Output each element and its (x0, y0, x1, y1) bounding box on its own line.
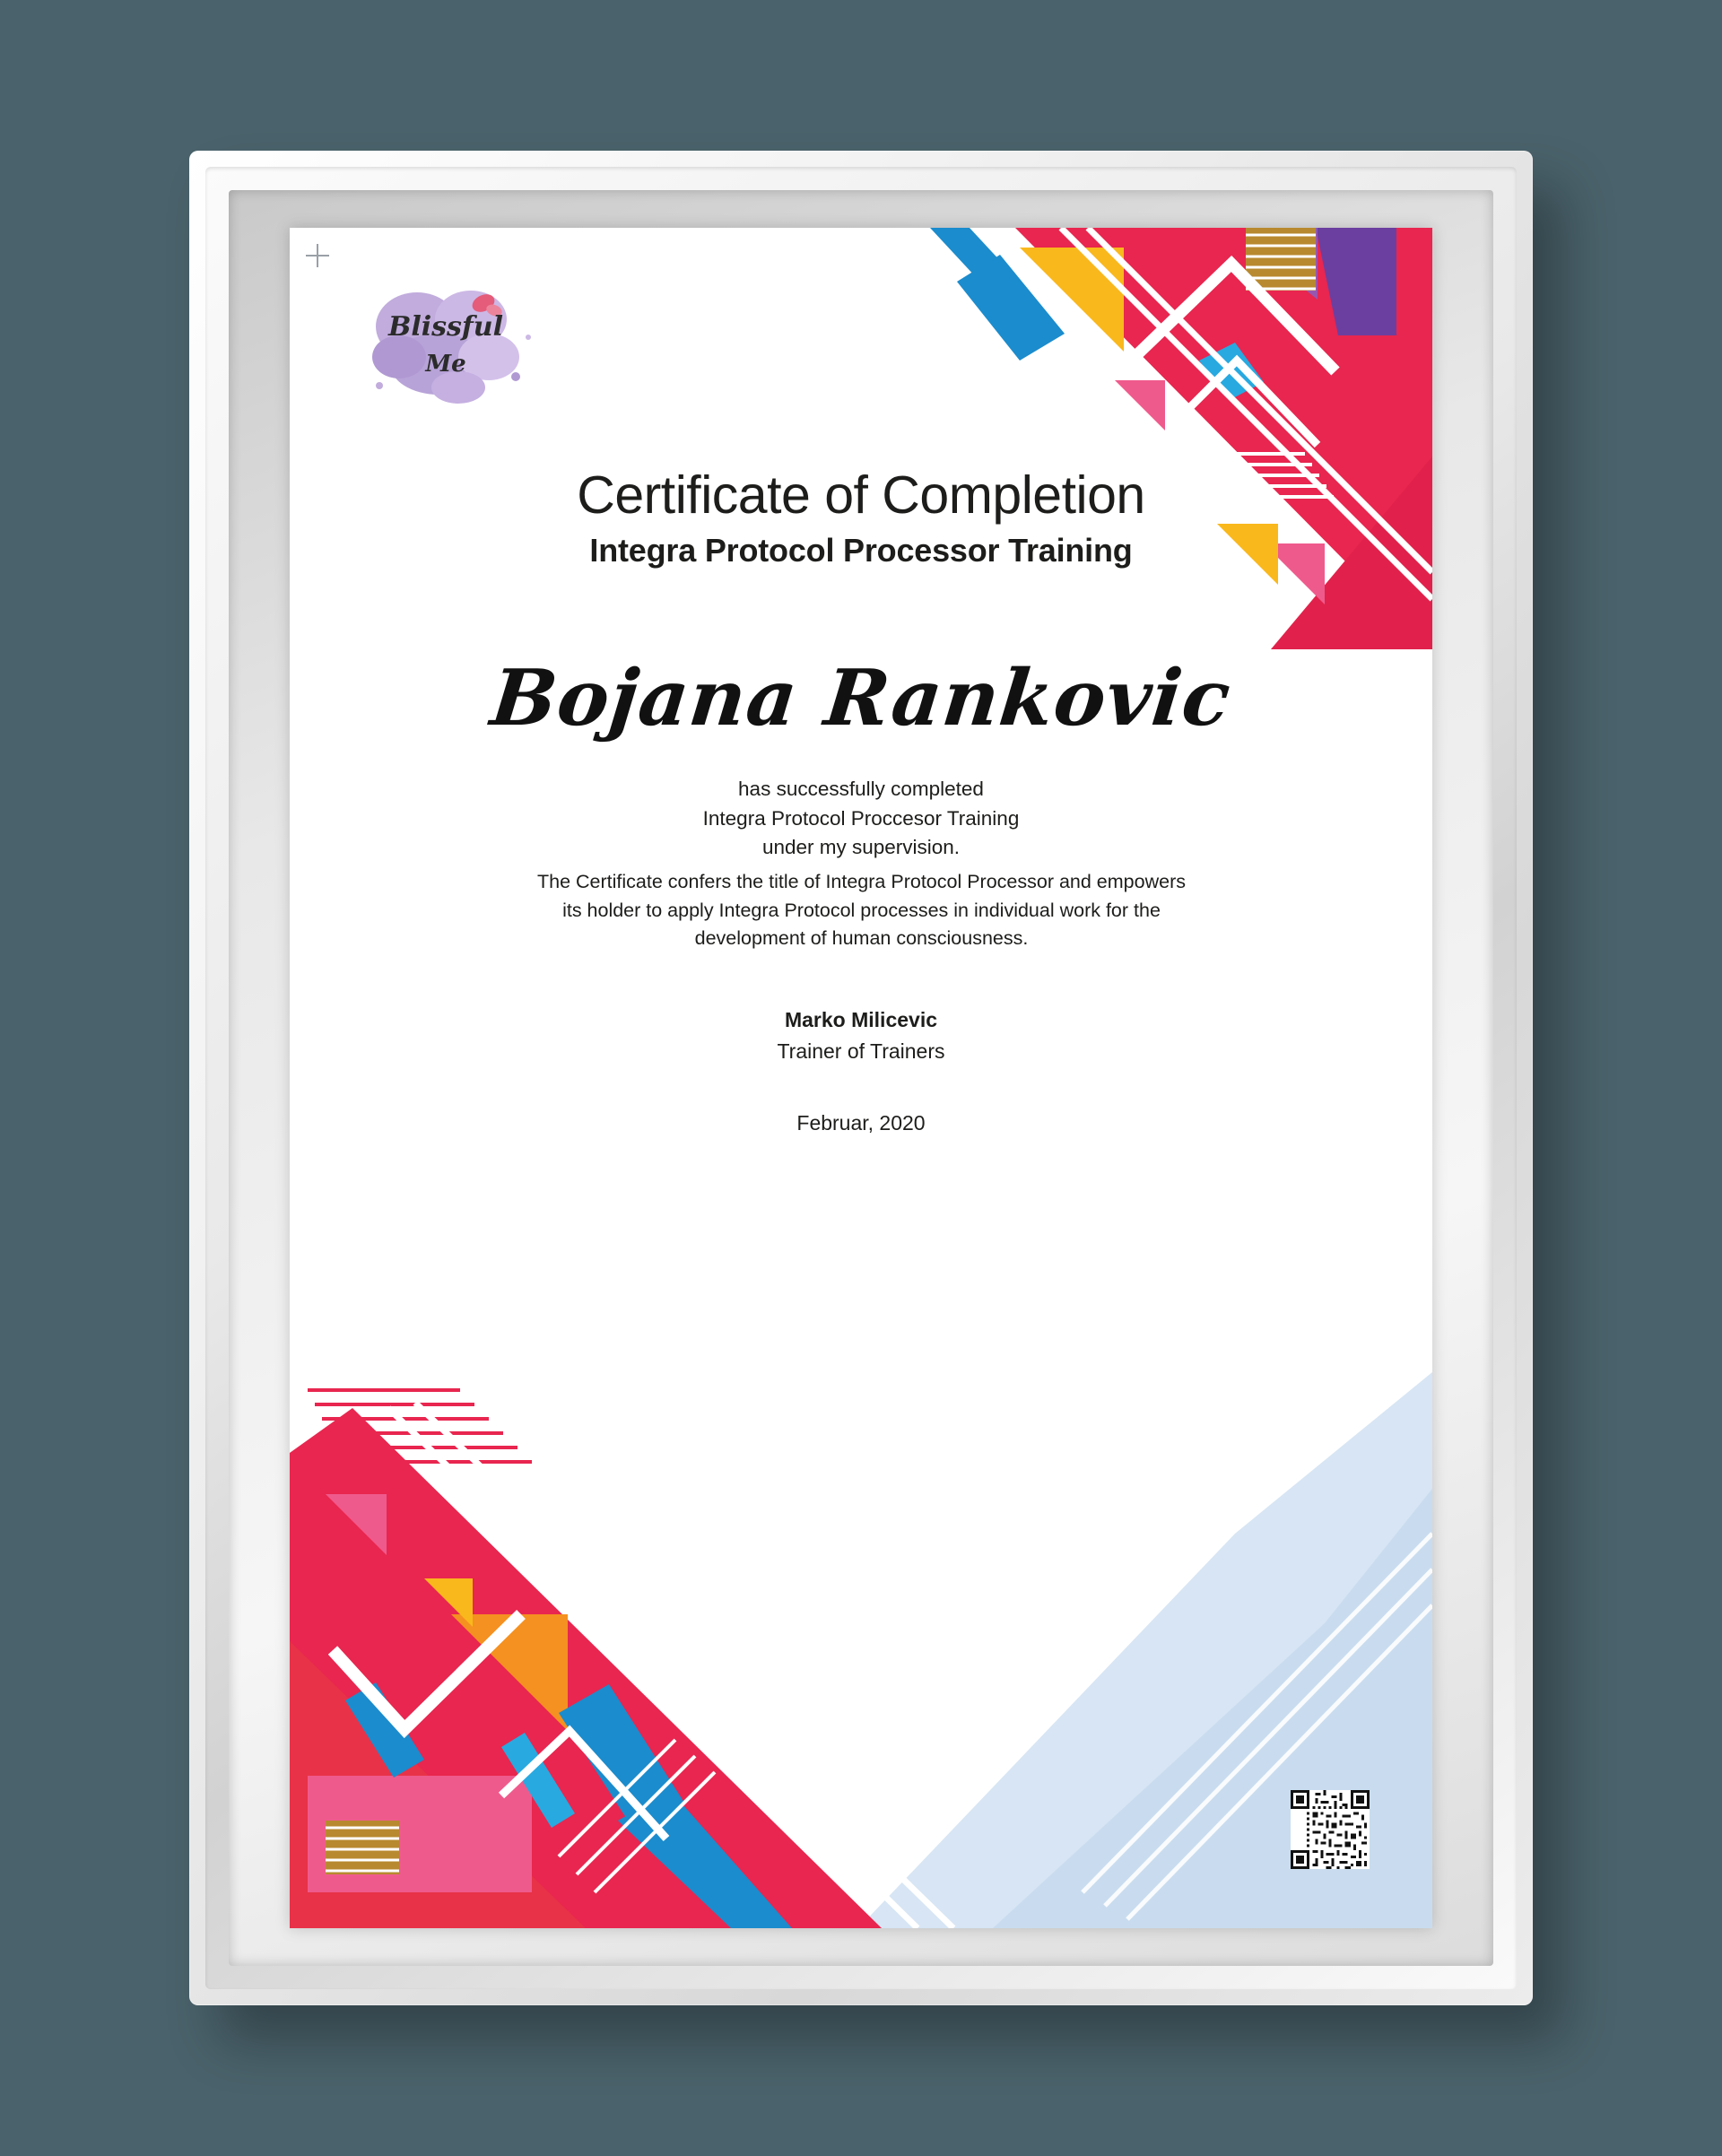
page-subtitle: Integra Protocol Processor Training (589, 531, 1133, 569)
decorative-art-bottom-left (290, 1354, 1007, 1928)
completion-line-2: Integra Protocol Proccesor Training (702, 806, 1020, 830)
recipient-name: Bojana Rankovic (486, 653, 1236, 743)
picture-frame (189, 151, 1533, 2005)
blissful-me-logo (352, 271, 550, 423)
title-block (290, 465, 1432, 569)
certificate-document (290, 228, 1432, 1928)
issue-date: Februar, 2020 (796, 1111, 926, 1135)
page-title: Certificate of Completion (577, 465, 1145, 525)
signer-name: Marko Milicevic (784, 1008, 938, 1031)
completion-statement (290, 775, 1432, 863)
completion-line-3: under my supervision. (761, 836, 961, 859)
logo-text-line-1: Blissful (387, 311, 504, 343)
decorative-art-top-right (930, 228, 1432, 694)
body-paragraph: The Certificate confers the title of Integra Protocol Processor and empowers its holder to apply Integra Protocol processes in individual work for the development of human consciousness. (537, 871, 1186, 950)
signer-role: Trainer of Trainers (777, 1039, 945, 1063)
completion-line-1: has successfully completed (738, 778, 984, 800)
crop-mark-top-left-v (317, 244, 318, 267)
signature-block (290, 1004, 1432, 1066)
logo-text-line-2: Me (425, 351, 466, 378)
qr-code[interactable] (1291, 1790, 1370, 1869)
